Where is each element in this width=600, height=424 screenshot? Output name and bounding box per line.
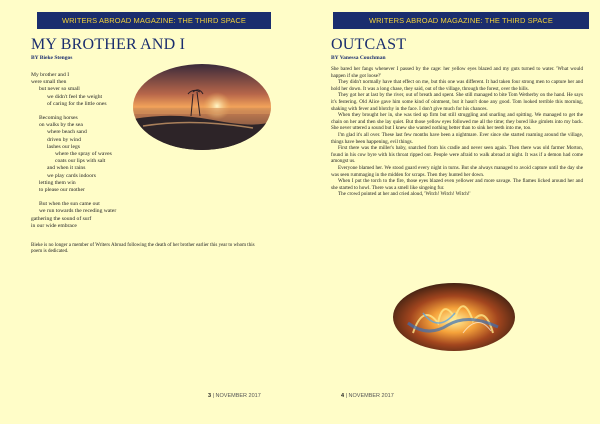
magazine-banner: WRITERS ABROAD MAGAZINE: THE THIRD SPACE	[333, 12, 589, 29]
story-title: OUTCAST	[331, 36, 407, 53]
poem-line: to please our mother	[39, 187, 85, 194]
story-paragraph: The crowd pointed at her and cried aloud, 'Witch! Witch! Witch!'	[338, 191, 471, 198]
poem-line: where beach sand	[47, 129, 87, 136]
poem-line: My brother and I	[31, 72, 70, 78]
poem-line: driven by wind	[47, 136, 81, 143]
poem-line: we play cards indoors	[47, 172, 96, 179]
poem-line: coats our lips with salt	[55, 158, 106, 165]
story-byline: BY Vanessa Couchman	[331, 55, 386, 61]
magazine-banner: WRITERS ABROAD MAGAZINE: THE THIRD SPACE	[37, 12, 271, 29]
story-paragraph: Everyone blamed her. We stood guard every night in turns. But she always managed to avoid capture until the day she was seen rummaging in the midden for scraps. Then they hunted her down.	[331, 164, 583, 178]
poem-line: where the spray of waves	[55, 151, 112, 158]
page-number: 4	[341, 393, 345, 399]
poem-line: and when it rains	[47, 165, 86, 172]
poem-line: of caring for the little ones	[47, 100, 107, 107]
poem-line: we didn't feel the weight	[47, 93, 103, 100]
poem-line: But when the sun came out	[39, 201, 100, 208]
story-body	[331, 66, 583, 198]
story-paragraph: When they brought her in, she was tied up firm but still struggling and snarling and spitting. We managed to get the chain on her and then she lay quiet. But those yellow eyes followed me all the time; they bored like gimlets into my back. She never uttered a sound but I knew she wanted nothing better than to sink her teeth into me, too.	[331, 112, 583, 132]
right-page	[300, 0, 600, 424]
poem-line: gathering the sound of surf	[31, 215, 92, 222]
poem-stanza	[31, 201, 191, 230]
poem-line: letting them win	[39, 179, 76, 186]
author-note: Bieke is no longer a member of Writers Abroad following the death of her brother earlier this year to whom this poem is dedicated.	[31, 243, 255, 255]
footer-date: | NOVEMBER 2017	[212, 393, 261, 399]
story-paragraph: They didn't normally have that effect on me, but this one was different. It had taken four strong men to capture her and hold her down. It was a long chase, they said, out of the village, through the forest, over the hills.	[331, 79, 583, 92]
page-footer	[208, 393, 261, 399]
footer-date: | NOVEMBER 2017	[345, 393, 394, 399]
story-paragraph: She bared her fangs whenever I passed by the cage: her yellow eyes blazed and my guts turned to water. 'What would happen if she got loose?'	[331, 66, 583, 79]
poem-title: MY BROTHER AND I	[31, 36, 186, 53]
poem-line: Becoming horses	[39, 115, 78, 122]
page-footer	[341, 393, 394, 399]
poem-line: on walks by the sea	[39, 122, 83, 129]
poem-line: we run towards the receding water	[39, 208, 117, 215]
fire-image	[393, 283, 515, 351]
story-paragraph: When I put the torch to the fire, those eyes blazed even yellower and more savage. The flames licked around her and she started to howl. There was a smell like singeing fur.	[331, 178, 583, 191]
poem-line: were small then	[31, 79, 67, 86]
story-paragraph: First there was the miller's baby, snatched from his cradle and never seen again. Then there was old farmer Morton, found in his cow byre with his throat ripped out. People were afraid to walk abroad at night. It was if a demon had come amongst us.	[331, 145, 583, 165]
page-number: 3	[208, 393, 212, 399]
poem-line: lashes our legs	[47, 143, 80, 150]
story-paragraph: They got her at last by the river, out of breath and spent. She still managed to bite Tom Wetherby on the hand. He says it's festering. Old Alice gave him some kind of ointment, but it hasn't done any good. Tom looked terrible this morning, shaking with fever and blotchy in the face. I don't give much for his chances.	[331, 92, 583, 112]
poem-line: in our wide embrace	[31, 222, 77, 229]
sunset-beach-image	[133, 64, 271, 150]
poem-byline: BY Bieke Stengos	[31, 55, 73, 61]
story-paragraph: I'm glad it's all over. These last few months have been a nightmare. Ever since she started roaming around the village, things have been happening, evil things.	[331, 131, 583, 145]
poem-line: but never so small	[39, 86, 80, 93]
